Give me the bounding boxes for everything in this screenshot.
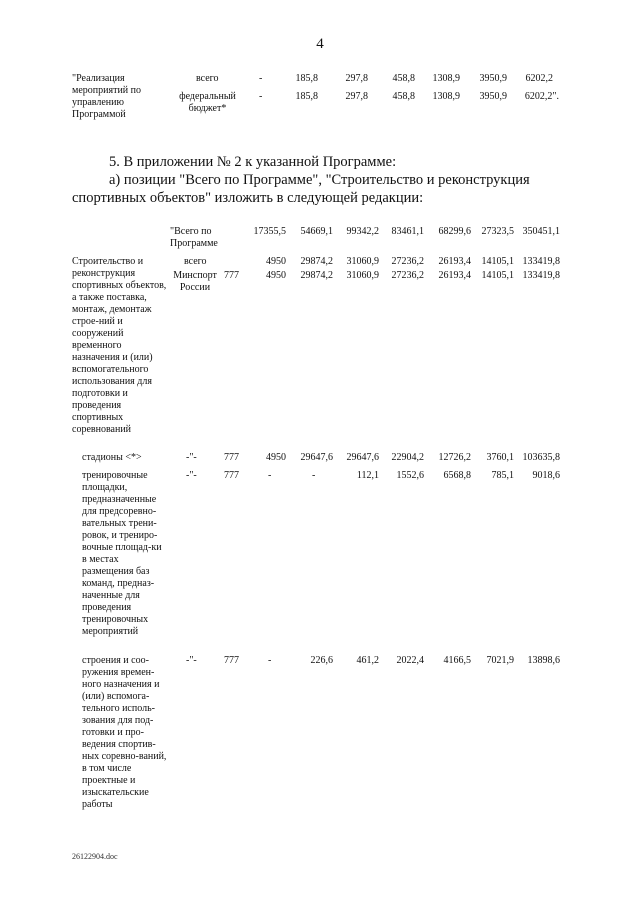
value-cell: 226,6 bbox=[310, 655, 333, 666]
training-grounds-label: тренировочные площадки, предназначенные для предсоревно-вательных трени-ровок, и трениро-вочные площад-ки в местах размещения баз команд, предназ-наченные для проведения тренировочных мероприятий bbox=[82, 470, 162, 637]
value-cell: 6568,8 bbox=[443, 470, 471, 481]
value-cell: 26193,4 bbox=[438, 270, 471, 281]
value-cell: 1308,9 bbox=[432, 73, 460, 84]
page-number: 4 bbox=[316, 36, 324, 52]
source-ditto: -"- bbox=[186, 452, 197, 463]
value-cell: 27236,2 bbox=[391, 270, 424, 281]
value-cell: 3760,1 bbox=[486, 452, 514, 463]
program-label: "Реализация мероприятий по управлению Программой bbox=[72, 73, 141, 120]
source-total: всего bbox=[184, 256, 207, 267]
value-cell: 297,8 bbox=[345, 73, 368, 84]
value-cell: 1552,6 bbox=[396, 470, 424, 481]
value-cell: 103635,8 bbox=[522, 452, 560, 463]
total-value: 54669,1 bbox=[300, 226, 333, 237]
paragraph-line-3: спортивных объектов" изложить в следующей редакции: bbox=[72, 190, 424, 206]
value-cell: 185,8 bbox=[295, 91, 318, 102]
paragraph-line-2: а) позиции "Всего по Программе", "Строительство и реконструкция bbox=[109, 172, 530, 188]
paragraph-line-1: 5. В приложении № 2 к указанной Программе: bbox=[109, 154, 397, 170]
value-cell: 3950,9 bbox=[479, 91, 507, 102]
value-cell: 4950 bbox=[266, 256, 286, 267]
value-cell: 12726,2 bbox=[438, 452, 471, 463]
total-value: 17355,5 bbox=[253, 226, 286, 237]
stadiums-label: стадионы <*> bbox=[82, 452, 142, 463]
value-cell: 4166,5 bbox=[443, 655, 471, 666]
value-cell: 112,1 bbox=[356, 470, 379, 481]
value-cell: 133419,8 bbox=[522, 256, 560, 267]
value-cell: 29647,6 bbox=[346, 452, 379, 463]
value-cell: - bbox=[312, 470, 316, 481]
code-cell: 777 bbox=[224, 270, 239, 281]
total-value: 83461,1 bbox=[391, 226, 424, 237]
value-cell: 4950 bbox=[266, 452, 286, 463]
code-cell: 777 bbox=[224, 470, 239, 481]
value-cell: 14105,1 bbox=[481, 256, 514, 267]
value-cell: 297,8 bbox=[345, 91, 368, 102]
value-cell: 6202,2 bbox=[525, 73, 553, 84]
value-cell: 29874,2 bbox=[300, 256, 333, 267]
value-cell: 7021,9 bbox=[486, 655, 514, 666]
value-cell: 458,8 bbox=[392, 73, 415, 84]
value-cell: 3950,9 bbox=[479, 73, 507, 84]
value-cell: 29647,6 bbox=[300, 452, 333, 463]
value-cell: 6202,2". bbox=[524, 91, 559, 102]
value-cell: 1308,9 bbox=[432, 91, 460, 102]
value-cell: 461,2 bbox=[356, 655, 379, 666]
value-cell: 26193,4 bbox=[438, 256, 471, 267]
total-value: 350451,1 bbox=[522, 226, 560, 237]
value-cell: 22904,2 bbox=[391, 452, 424, 463]
value-cell: 27236,2 bbox=[391, 256, 424, 267]
source-ditto: -"- bbox=[186, 655, 197, 666]
value-cell: 2022,4 bbox=[396, 655, 424, 666]
value-cell: 29874,2 bbox=[300, 270, 333, 281]
value-cell: 185,8 bbox=[295, 73, 318, 84]
temporary-structures-label: строения и соо-ружения времен-ного назначения и (или) вспомога-тельного исполь-зования для под-готовки и про-ведения спортив-ных соревно-ваний, в том числе проектные и изыскательские работы bbox=[82, 655, 167, 810]
code-cell: - bbox=[259, 73, 263, 84]
value-cell: 31060,9 bbox=[346, 256, 379, 267]
value-cell: - bbox=[268, 470, 272, 481]
construction-label: Строительство и реконструкция спортивных объектов, а также поставка, монтаж, демонтаж строе-ний и сооружений временного назначения и (или) вспомогательного использования для подготовки и проведения спортивных соревнований bbox=[72, 256, 167, 435]
value-cell: - bbox=[268, 655, 272, 666]
value-cell: 9018,6 bbox=[532, 470, 560, 481]
total-value: 99342,2 bbox=[346, 226, 379, 237]
code-cell: 777 bbox=[224, 452, 239, 463]
code-cell: - bbox=[259, 91, 263, 102]
value-cell: 14105,1 bbox=[481, 270, 514, 281]
value-cell: 458,8 bbox=[392, 91, 415, 102]
total-value: 27323,5 bbox=[481, 226, 514, 237]
source-ditto: -"- bbox=[186, 470, 197, 481]
source-ministry: Минспорт России bbox=[173, 270, 217, 293]
footer-filename: 26122904.doc bbox=[72, 852, 118, 861]
total-value: 68299,6 bbox=[438, 226, 471, 237]
source-federal: федеральный бюджет* bbox=[179, 91, 236, 114]
value-cell: 4950 bbox=[266, 270, 286, 281]
total-label: "Всего по Программе bbox=[170, 226, 218, 249]
code-cell: 777 bbox=[224, 655, 239, 666]
value-cell: 31060,9 bbox=[346, 270, 379, 281]
value-cell: 13898,6 bbox=[527, 655, 560, 666]
value-cell: 785,1 bbox=[491, 470, 514, 481]
source-total: всего bbox=[196, 73, 219, 84]
value-cell: 133419,8 bbox=[522, 270, 560, 281]
